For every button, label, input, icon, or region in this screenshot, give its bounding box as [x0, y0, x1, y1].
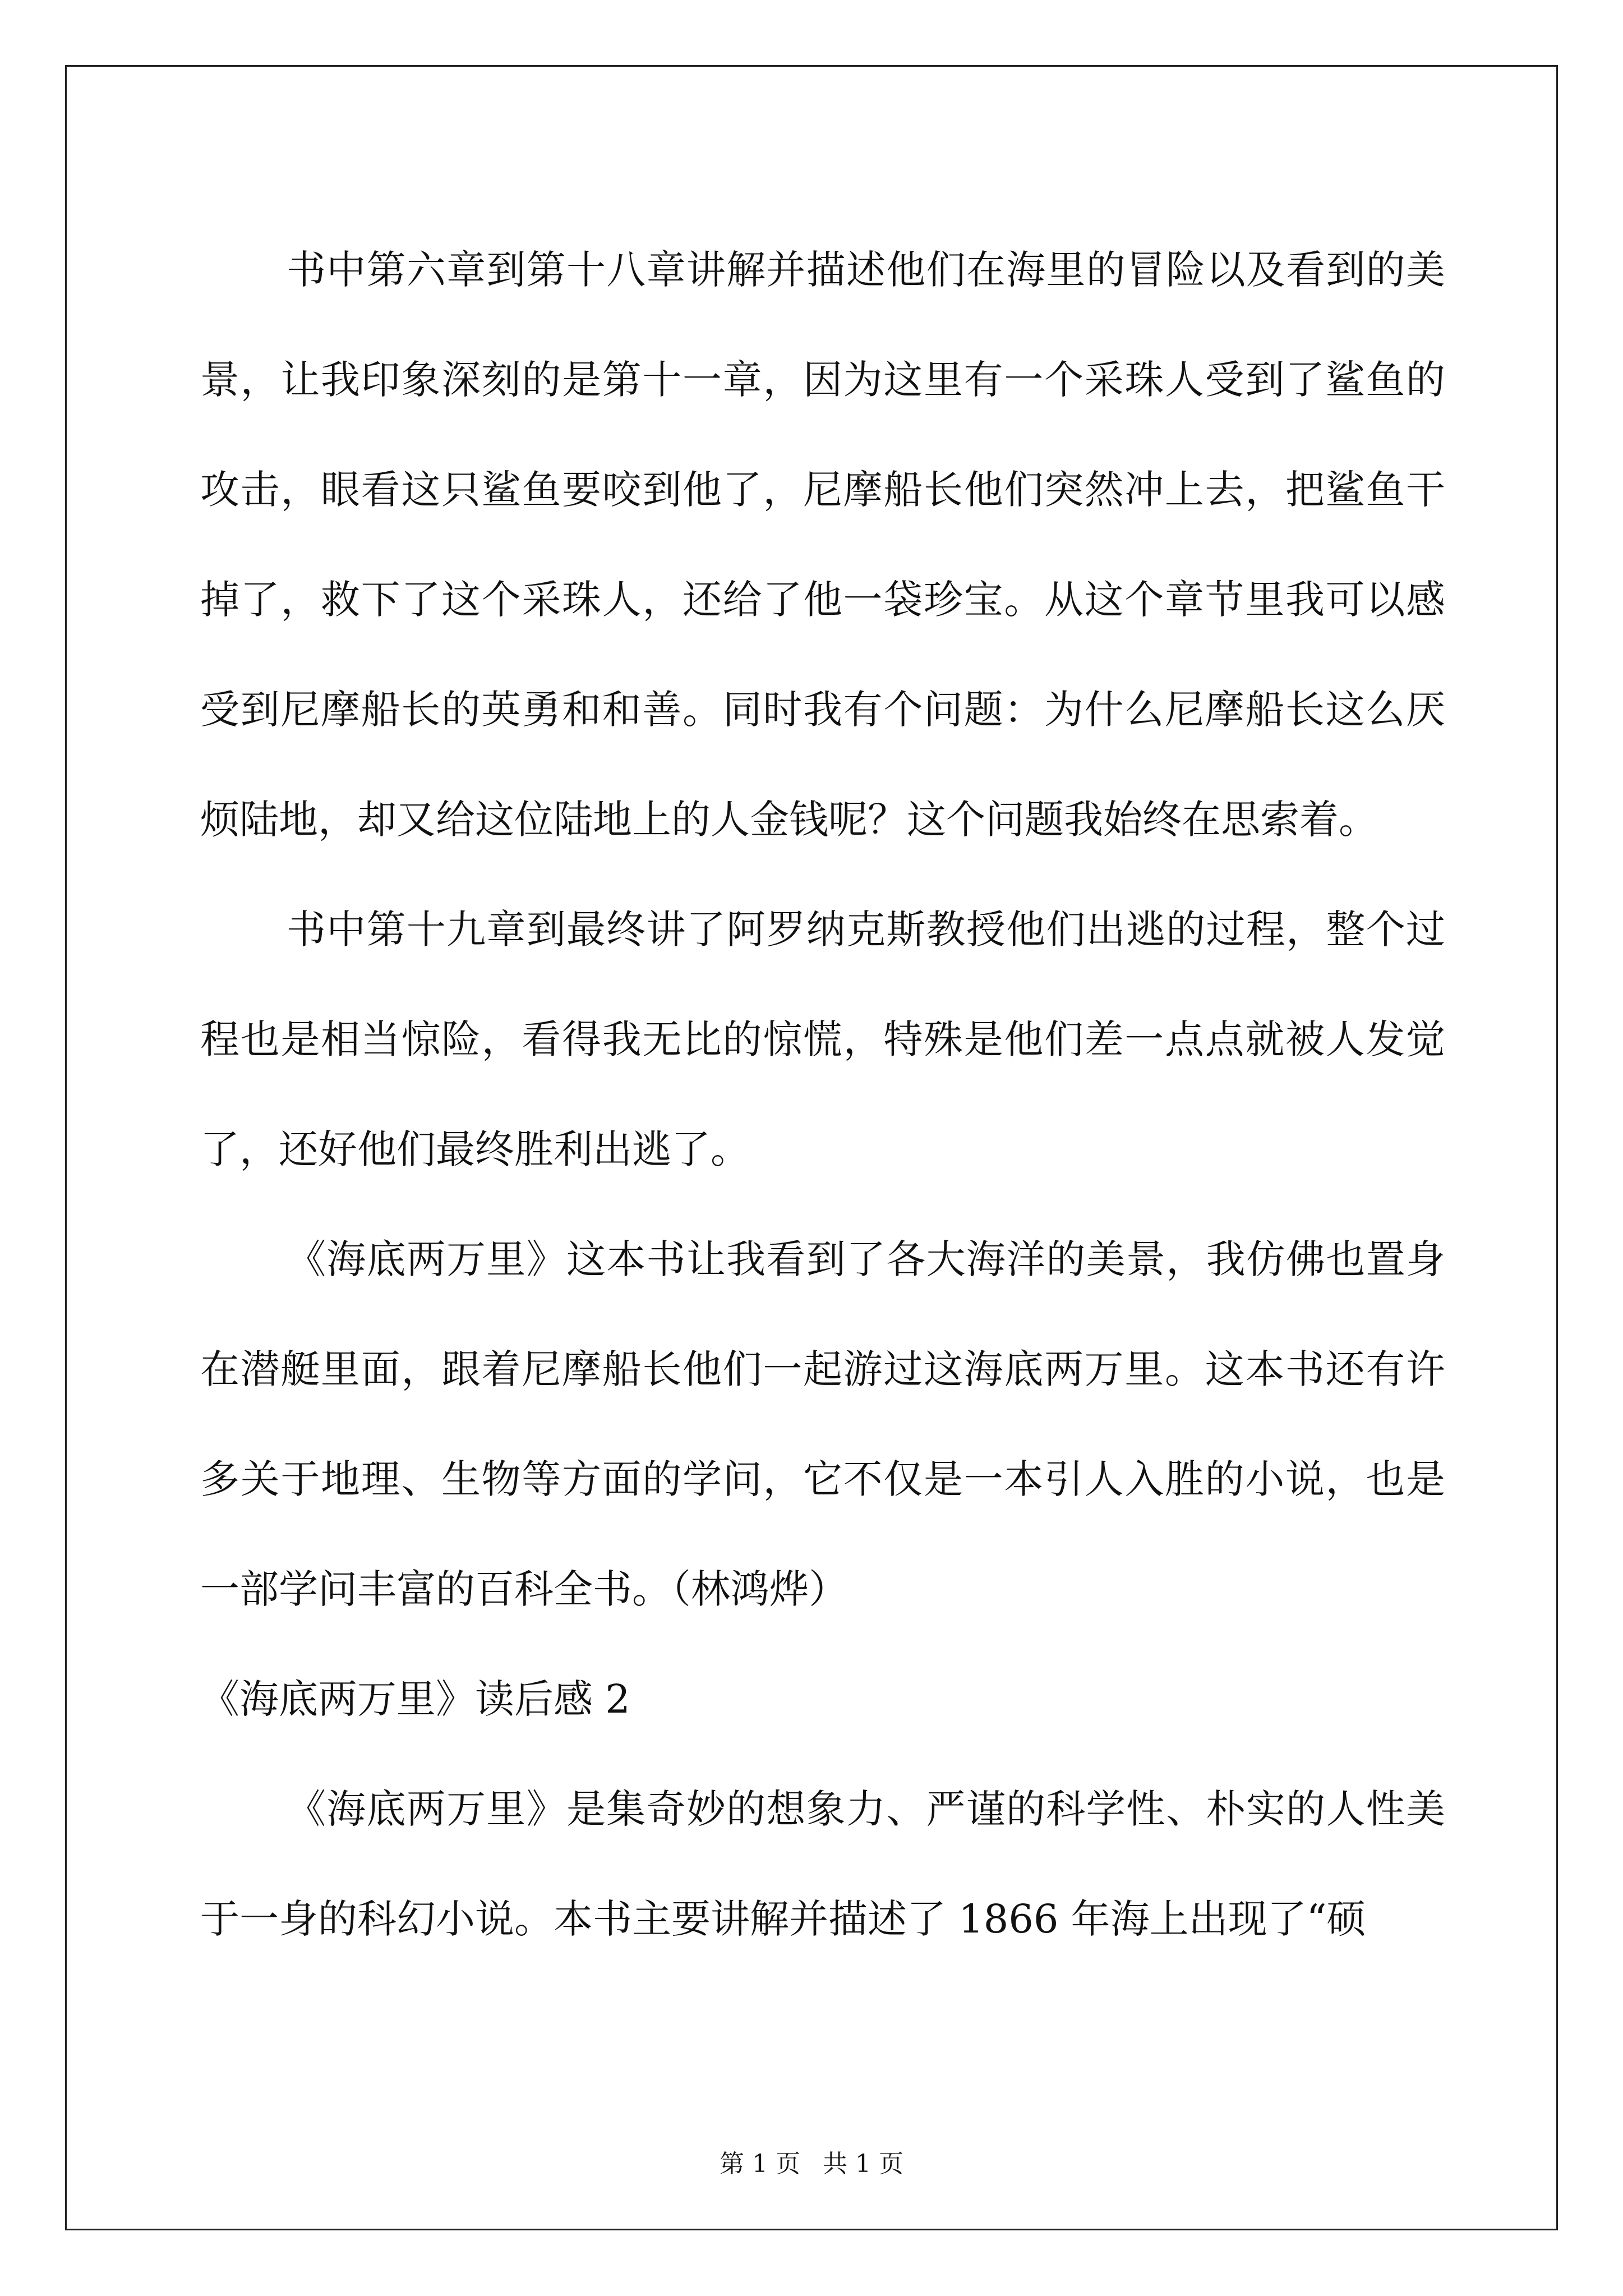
document-body	[200, 215, 1445, 1974]
page-total: 共 1 页	[823, 2150, 903, 2178]
paragraph-chapter-19-end: 书中第十九章到最终讲了阿罗纳克斯教授他们出逃的过程，整个过程也是相当惊险，看得我无比的惊慌，特殊是他们差一点点就被人发觉了，还好他们最终胜利出逃了。	[200, 907, 1445, 1172]
section-heading: 《海底两万里》读后感 2	[200, 1676, 630, 1722]
paragraph-chapters-6-18: 书中第六章到第十八章讲解并描述他们在海里的冒险以及看到的美景，让我印象深刻的是第十一章，因为这里有一个采珠人受到了鲨鱼的攻击，眼看这只鲨鱼要咬到他了，尼摩船长他们突然冲上去，把鲨鱼干掉了，救下了这个采珠人，还给了他一袋珍宝。从这个章节里我可以感受到尼摩船长的英勇和和善。同时我有个问题：为什么尼摩船长这么厌烦陆地，却又给这位陆地上的人金钱呢？这个问题我始终在思索着。	[200, 247, 1445, 843]
paragraph-conclusion: 《海底两万里》这本书让我看到了各大海洋的美景，我仿佛也置身在潜艇里面，跟着尼摩船长他们一起游过这海底两万里。这本书还有许多关于地理、生物等方面的学问，它不仅是一本引人入胜的小说，也是一部学问丰富的百科全书。（林鸿烨）	[200, 1236, 1445, 1612]
page-footer	[0, 2148, 1623, 2180]
page-number: 第 1 页	[720, 2150, 800, 2178]
paragraph-intro-essay-2: 《海底两万里》是集奇妙的想象力、严谨的科学性、朴实的人性美于一身的科幻小说。本书主要讲解并描述了 1866 年海上出现了“硕	[200, 1786, 1445, 1942]
